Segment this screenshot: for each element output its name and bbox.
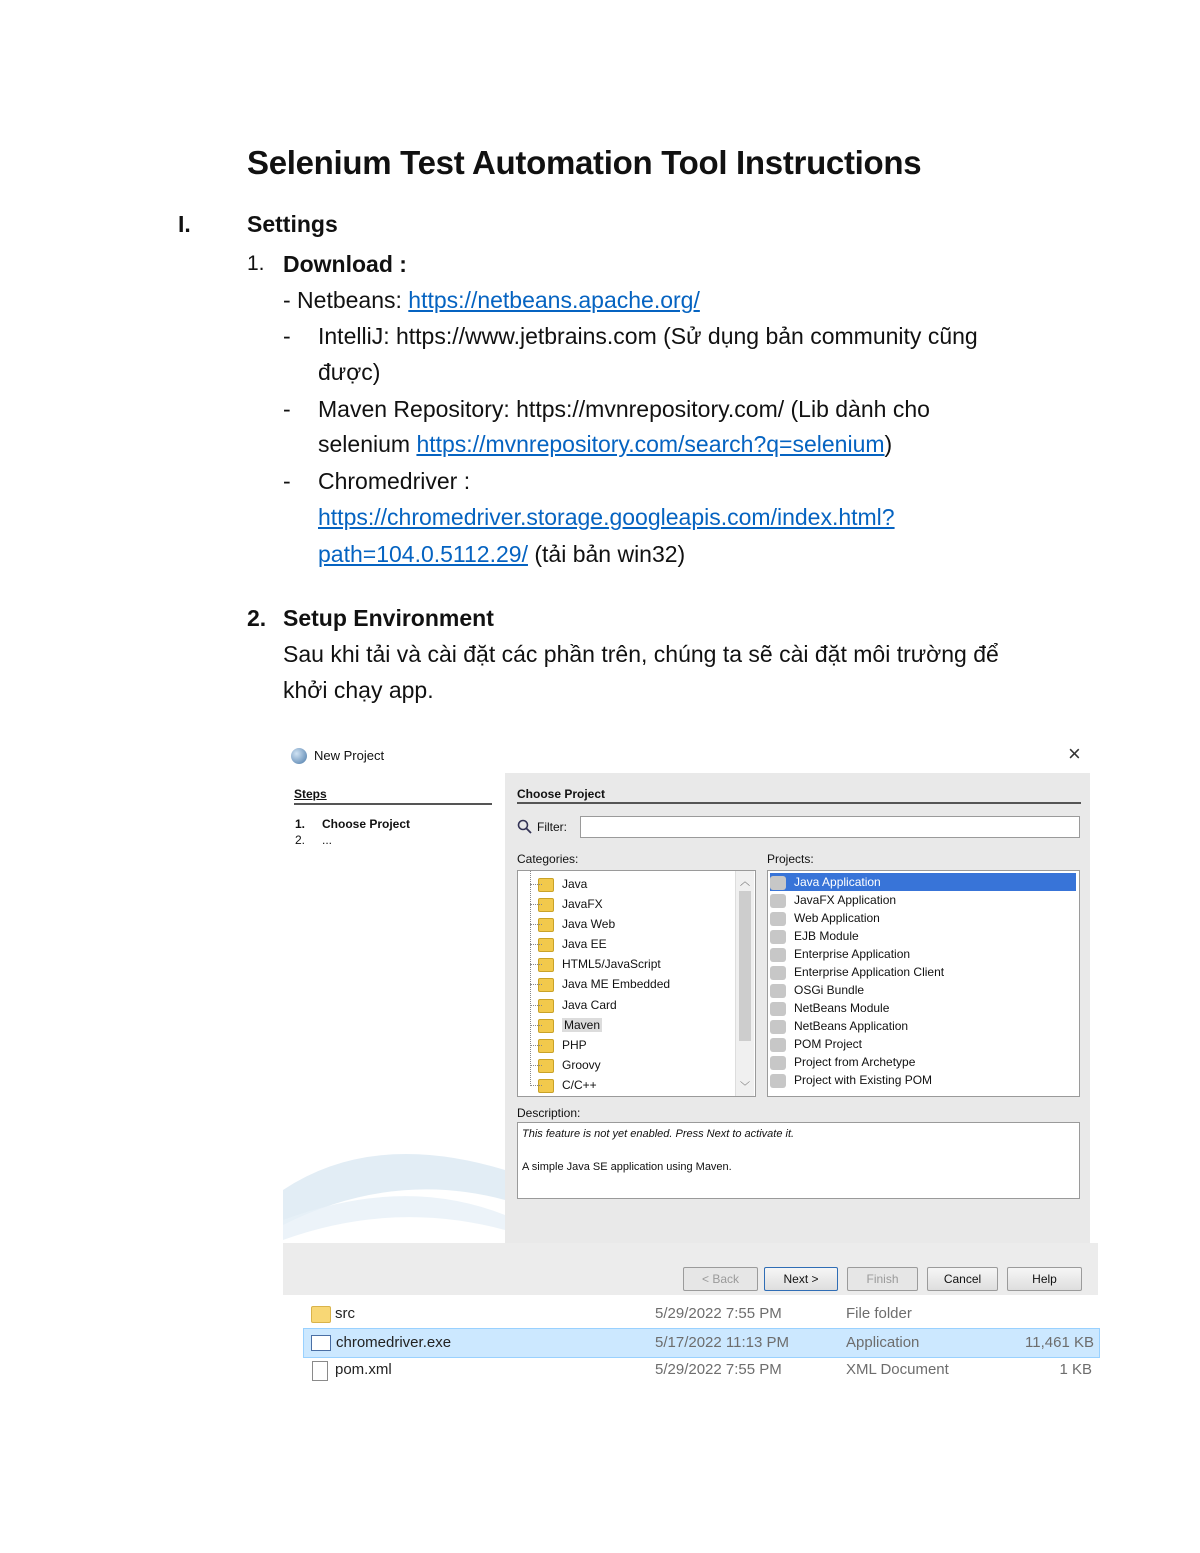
description-label: Description:: [517, 1106, 581, 1120]
step-label: Choose Project: [322, 817, 411, 831]
category-item[interactable]: C/C++: [538, 1075, 597, 1095]
maven-line-2: [318, 426, 892, 462]
category-item-selected[interactable]: Maven: [538, 1015, 602, 1035]
project-icon: [770, 948, 786, 962]
category-item[interactable]: HTML5/JavaScript: [538, 954, 661, 974]
project-item[interactable]: EJB Module: [770, 927, 1076, 945]
description-box: [517, 1122, 1080, 1199]
help-button[interactable]: Help: [1007, 1267, 1082, 1291]
file-name: src: [335, 1305, 355, 1322]
project-icon: [770, 912, 786, 926]
project-icon: [770, 966, 786, 980]
category-item[interactable]: Java EE: [538, 934, 607, 954]
file-date: 5/29/2022 7:55 PM: [655, 1305, 782, 1322]
scrollbar-thumb[interactable]: [739, 891, 751, 1041]
setup-heading: Setup Environment: [283, 605, 494, 631]
category-item[interactable]: Groovy: [538, 1055, 601, 1075]
file-name: chromedriver.exe: [336, 1334, 452, 1351]
project-item[interactable]: NetBeans Application: [770, 1017, 1076, 1035]
maven-icon: [770, 1074, 786, 1088]
search-icon: [517, 819, 533, 835]
close-icon[interactable]: ×: [1068, 741, 1081, 766]
projects-list[interactable]: [767, 870, 1080, 1097]
setup-line-1: Sau khi tải và cài đặt các phần trên, chúng ta sẽ cài đặt môi trường để: [283, 641, 999, 667]
project-item[interactable]: Web Application: [770, 909, 1076, 927]
chromedriver-link-line-1[interactable]: https://chromedriver.storage.googleapis.com/index.html?: [318, 504, 895, 530]
project-icon: [770, 984, 786, 998]
setup-line-2: khởi chạy app.: [283, 677, 434, 703]
file-row[interactable]: [303, 1356, 1098, 1384]
filter-label: Filter:: [537, 820, 567, 834]
file-date: 5/17/2022 11:13 PM: [655, 1334, 789, 1351]
next-button[interactable]: Next >: [764, 1267, 838, 1291]
finish-button[interactable]: Finish: [847, 1267, 918, 1291]
download-number: 1.: [247, 252, 265, 275]
choose-project-panel: [505, 773, 1090, 1243]
projects-label: Projects:: [767, 852, 814, 866]
filter-input[interactable]: [580, 816, 1080, 838]
category-item[interactable]: PHP: [538, 1035, 587, 1055]
step-number: 1.: [295, 817, 306, 831]
categories-label: Categories:: [517, 852, 579, 866]
project-item[interactable]: Enterprise Application: [770, 945, 1076, 963]
chromedriver-link-line-2[interactable]: path=104.0.5112.29/: [318, 541, 528, 567]
maven-prefix: selenium: [318, 431, 417, 457]
file-type: File folder: [846, 1305, 912, 1322]
document-title: Selenium Test Automation Tool Instructions: [247, 144, 922, 181]
file-name: pom.xml: [335, 1361, 392, 1378]
file-type: XML Document: [846, 1361, 949, 1378]
folder-icon: [311, 1306, 331, 1323]
categories-scrollbar[interactable]: [735, 871, 754, 1096]
cancel-button[interactable]: Cancel: [927, 1267, 998, 1291]
project-item[interactable]: Project with Existing POM: [770, 1071, 1076, 1089]
intellij-line-2: được): [318, 359, 381, 385]
dialog-title: New Project: [314, 748, 385, 763]
category-item[interactable]: JavaFX: [538, 894, 603, 914]
netbeans-link[interactable]: https://netbeans.apache.org/: [408, 287, 700, 313]
project-item-selected[interactable]: Java Application: [770, 873, 1076, 891]
project-item[interactable]: OSGi Bundle: [770, 981, 1076, 999]
back-button[interactable]: < Back: [683, 1267, 758, 1291]
file-size: 1 KB: [1059, 1361, 1092, 1378]
bullet-dash: -: [283, 468, 291, 494]
description-text: A simple Java SE application using Maven.: [522, 1161, 732, 1173]
step-label: ...: [322, 833, 333, 847]
netbeans-line: [283, 282, 700, 318]
new-project-dialog: [283, 735, 1098, 1290]
category-item[interactable]: Java Web: [538, 914, 615, 934]
step-number: 2.: [295, 833, 306, 847]
description-note: This feature is not yet enabled. Press Next to activate it.: [522, 1128, 795, 1140]
file-size: 11,461 KB: [1025, 1334, 1094, 1351]
panel-title: Choose Project: [517, 787, 606, 801]
chevron-down-icon[interactable]: ﹀: [740, 1082, 750, 1093]
project-item[interactable]: Project from Archetype: [770, 1053, 1076, 1071]
project-icon: [770, 894, 786, 908]
chromedriver-label: Chromedriver :: [318, 468, 471, 494]
category-item[interactable]: Java: [538, 874, 587, 894]
project-icon: [770, 1020, 786, 1034]
project-item[interactable]: POM Project: [770, 1035, 1076, 1053]
file-row[interactable]: [303, 1300, 1098, 1328]
categories-list[interactable]: [517, 870, 756, 1097]
maven-suffix: ): [884, 431, 893, 457]
download-heading: Download :: [283, 251, 407, 277]
category-item[interactable]: Java ME Embedded: [538, 974, 670, 994]
chromedriver-suffix: (tải bản win32): [527, 541, 686, 567]
bullet-dash: -: [283, 323, 291, 349]
maven-icon: [770, 1056, 786, 1070]
project-icon: [770, 1002, 786, 1016]
chevron-up-icon[interactable]: ︿: [740, 877, 750, 888]
project-item[interactable]: Enterprise Application Client: [770, 963, 1076, 981]
category-item[interactable]: Java Card: [538, 995, 617, 1015]
file-type: Application: [846, 1334, 920, 1351]
chromedriver-line-2: [318, 536, 685, 572]
netbeans-swoosh-decoration: [283, 1130, 505, 1245]
project-item[interactable]: JavaFX Application: [770, 891, 1076, 909]
project-item[interactable]: NetBeans Module: [770, 999, 1076, 1017]
netbeans-label: - Netbeans:: [283, 287, 409, 313]
java-app-icon: [770, 876, 786, 890]
steps-heading: Steps: [294, 787, 327, 801]
file-row-selected[interactable]: [303, 1328, 1100, 1358]
intellij-line-1: IntelliJ: https://www.jetbrains.com (Sử dụng bản community cũng: [318, 323, 978, 349]
section-title-settings: Settings: [247, 211, 338, 237]
steps-divider: [294, 803, 492, 805]
project-icon: [770, 930, 786, 944]
file-date: 5/29/2022 7:55 PM: [655, 1361, 782, 1378]
maven-line-1: Maven Repository: https://mvnrepository.com/ (Lib dành cho: [318, 396, 930, 422]
netbeans-icon: [291, 748, 307, 764]
document-icon: [312, 1361, 328, 1381]
bullet-dash: -: [283, 396, 291, 422]
maven-icon: [770, 1038, 786, 1052]
section-numeral: I.: [178, 211, 191, 237]
maven-search-link[interactable]: https://mvnrepository.com/search?q=selenium: [416, 431, 885, 457]
application-icon: [311, 1335, 331, 1351]
panel-divider: [517, 802, 1081, 804]
setup-number: 2.: [247, 605, 267, 631]
